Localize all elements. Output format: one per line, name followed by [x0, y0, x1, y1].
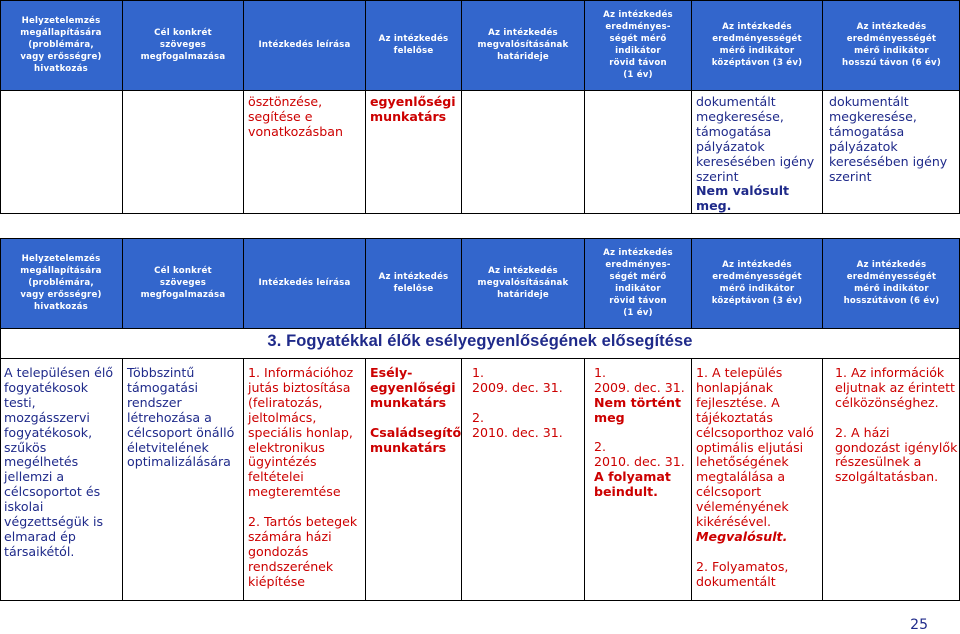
header-measure-description: Intézkedés leírása — [258, 40, 351, 50]
row-indicator-mid-1: 1. A település honlapjának fejlesztése. A tájékoztatás célcsoporthoz való optimális eljutási lehetőségének megtalálása a célcsoport véleményének kikérésével. — [696, 365, 814, 530]
prev-indicator-long: dokumentált megkeresése, támogatása pályázatok keresésében igény szerint — [829, 94, 948, 184]
header-situation-analysis: Helyzetelemzés megállapítására (problémára, vagy erősségre) hivatkozás — [20, 16, 102, 74]
prev-responsible: egyenlőségi munkatárs — [370, 94, 456, 124]
table-header-bottom — [0, 238, 960, 328]
table-header-top — [0, 0, 960, 90]
row-indicator-mid-2: 2. Folyamatos, dokumentált — [696, 559, 789, 589]
header-goal: Cél konkrét szöveges megfogalmazása — [140, 266, 226, 300]
prev-measure-text: ösztönzése, segítése e vonatkozásban — [248, 94, 343, 139]
row-indicator-short-1: 1. 2009. dec. 31. — [594, 365, 685, 395]
row-indicator-mid-1-status: Megvalósult. — [696, 529, 788, 544]
section-title: 3. Fogyatékkal élők esélyegyenlőségének elősegítése — [267, 332, 693, 350]
header-indicator-long: Az intézkedés eredményességét mérő indikátor hosszútávon (6 év) — [843, 260, 940, 306]
header-responsible: Az intézkedés felelőse — [378, 34, 449, 56]
row-goal: Többszintű támogatási rendszer létrehozása a célcsoport önálló életvitelének optimalizálására — [127, 365, 235, 470]
row-deadline: 1. 2009. dec. 31. 2. 2010. dec. 31. — [472, 365, 563, 440]
row-indicator-short-1-status: Nem történt meg — [594, 395, 682, 425]
row-measure-description: 1. Információhoz jutás biztosítása (feliratozás, jeltolmács, speciális honlap, elektronikus ügyintézés feltételei megteremtése 2. Tartós betegek számára házi gondozás rendszerének kiépítése — [248, 365, 358, 589]
header-deadline: Az intézkedés megvalósításának határideje — [477, 266, 569, 300]
row-situation-analysis: A településen élő fogyatékosok testi, mozgásszervi fogyatékosok, szűkös megélhetés jellemzi a célcsoportot és iskolai végzettségük is elmarad ép társaikétól. — [4, 365, 114, 559]
row-responsible: Esély- egyenlőségi munkatárs Családsegítő munkatárs — [370, 365, 462, 455]
header-responsible: Az intézkedés felelőse — [378, 272, 449, 294]
header-indicator-mid: Az intézkedés eredményességét mérő indikátor középtávon (3 év) — [711, 260, 803, 306]
header-indicator-short: Az intézkedés eredményes- ségét mérő indikátor rövid távon (1 év) — [603, 10, 673, 80]
header-deadline: Az intézkedés megvalósításának határideje — [477, 28, 569, 62]
prev-indicator-mid-status: Nem valósult meg. — [696, 183, 790, 213]
header-goal: Cél konkrét szöveges megfogalmazása — [140, 28, 226, 62]
header-measure-description: Intézkedés leírása — [258, 278, 351, 288]
header-indicator-short: Az intézkedés eredményes- ségét mérő indikátor rövid távon (1 év) — [603, 248, 673, 318]
header-situation-analysis: Helyzetelemzés megállapítására (problémára, vagy erősségre) hivatkozás — [20, 254, 102, 312]
row-indicator-long: 1. Az információk eljutnak az érintett célközönséghez. 2. A házi gondozást igénylők részesülnek a szolgáltatásban. — [835, 365, 958, 485]
row-indicator-short-2-status: A folyamat beindult. — [594, 469, 671, 499]
prev-indicator-mid: dokumentált megkeresése, támogatása pályázatok keresésében igény szerint — [696, 94, 815, 184]
page-number: 25 — [910, 617, 928, 633]
header-indicator-mid: Az intézkedés eredményességét mérő indikátor középtávon (3 év) — [711, 22, 803, 68]
header-indicator-long: Az intézkedés eredményességét mérő indikátor hosszú távon (6 év) — [842, 22, 941, 68]
row-indicator-short-2: 2. 2010. dec. 31. — [594, 439, 685, 469]
